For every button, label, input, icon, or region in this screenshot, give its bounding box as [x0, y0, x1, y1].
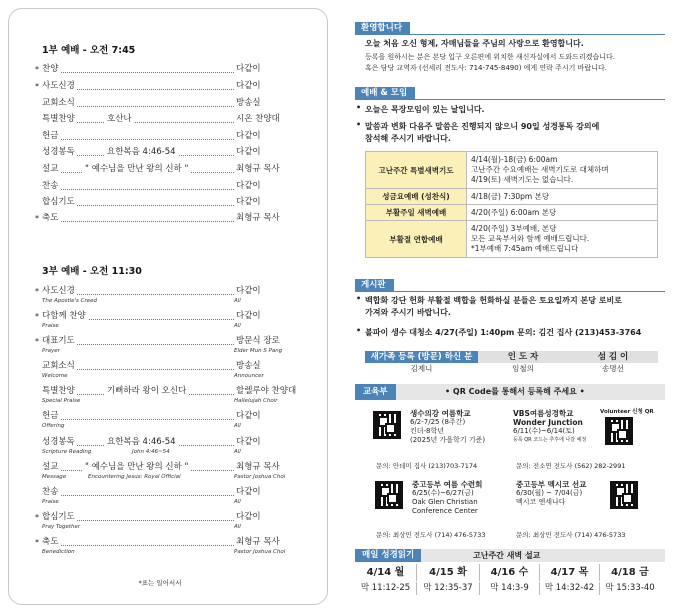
standing-mark: *	[35, 538, 39, 547]
schedule-table	[365, 151, 658, 258]
service-item-label: 특별찬양	[42, 114, 75, 124]
service-item-label: 찬송	[42, 181, 59, 191]
bible-day: 4/14 월	[355, 564, 417, 581]
service-item-leader: 시온 찬양대	[234, 113, 302, 126]
bullet-dot: •	[356, 120, 362, 129]
education-section-header	[355, 384, 665, 400]
visitor-server: 송명선	[602, 364, 624, 373]
schedule-row	[366, 152, 658, 189]
qr-code-icon[interactable]	[373, 411, 401, 439]
notice-bullet-2: 볼파이 생수 대청소 4/27(주일) 1:40pm 문의: 김건 집사 (213)453-3764	[365, 328, 642, 337]
program-summer-school: 생수의강 여름학교 6/2-7/25 (8주간) 킨더-8학년 (2025년 가을학기 기준)	[410, 409, 486, 444]
service-item-leader: 다같이	[234, 310, 302, 323]
service-item-leader: 최형규 목사	[234, 212, 302, 225]
service-item-detail: 요한복음 4:46-54	[104, 146, 179, 159]
service-item-detail: 요한복음 4:46-54	[104, 436, 179, 449]
service-item-row	[42, 146, 302, 159]
standing-mark: *	[35, 287, 39, 296]
service-item-label: 축도	[42, 213, 59, 223]
service-item-leader: 최형규 목사	[234, 461, 302, 474]
bible-days-row	[355, 564, 660, 581]
service-item-row	[42, 113, 302, 126]
welcome-line-1: 오늘 처음 오신 형제, 자매님들을 주님의 사랑으로 환영합니다.	[365, 39, 584, 48]
visitor-row	[365, 363, 658, 374]
notice-heading: 게시판	[355, 279, 394, 292]
service-item-label: 성경봉독	[42, 147, 75, 157]
service-item-label: 교회소식	[42, 361, 75, 371]
schedule-event: 부활절 연합예배	[366, 221, 467, 258]
service-item-leader: 다같이	[234, 80, 302, 93]
welcome-line-3: 혹은 담당 교역자 (선세리 전도사: 714-745-8490) 에게 연락 주시기 바랍니다.	[365, 64, 607, 72]
education-heading: 교육부	[355, 384, 396, 400]
bible-day: 4/15 화	[417, 564, 480, 581]
service-item-label: 설교	[42, 164, 59, 174]
bible-heading: 매일 성경읽기	[355, 549, 421, 562]
service-item-leader: 다같이	[234, 130, 302, 143]
service-3-title: 3부 예배 - 오전 11:30	[42, 266, 142, 277]
bullet-dot: •	[356, 103, 362, 112]
service-item-label: 성경봉독	[42, 437, 75, 447]
program-youth-retreat: 중고등부 여름 수련회 6/25(수)~6/27(금) Oak Glen Christian Conference Center	[412, 480, 483, 515]
service-item-leader: 방송실	[234, 360, 302, 373]
welcome-line-2: 등록을 원하시는 분은 본당 입구 오른편에 위치한 새신자실에서 도와드리겠습니다.	[365, 53, 615, 61]
schedule-detail: 4/20(주일) 6:00am 본당	[467, 205, 658, 221]
bible-section-header	[355, 549, 665, 562]
standing-footnote: *표는 일어서서	[138, 579, 182, 587]
visitor-guide: 임철의	[512, 364, 534, 373]
service-item-english: Message Encountering Jesus: Royal Official Pastor Joshua Choi	[42, 474, 286, 480]
qr-code-icon[interactable]	[605, 417, 633, 445]
service-item-row	[42, 180, 302, 193]
service-item-row	[42, 130, 302, 143]
service-item-english: Pray Together All	[42, 524, 241, 530]
service-item-row	[42, 196, 302, 209]
schedule-row	[366, 189, 658, 205]
service-item-leader: 방송실	[234, 97, 302, 110]
standing-mark: *	[35, 337, 39, 346]
welcome-heading: 환영합니다	[355, 22, 410, 35]
service-item-english: Special Praise Hallelujah Choir	[42, 398, 278, 404]
service-item-leader: 할렐루야 찬양대	[234, 385, 302, 398]
standing-mark: *	[35, 312, 39, 321]
service-item-label: 헌금	[42, 411, 59, 421]
schedule-detail: 4/20(주일) 3부예배, 본당 모든 교육부서와 함께 예배드립니다. *1부예배 7:45am 예배드립니다	[467, 221, 658, 258]
bullet-dot: •	[356, 326, 362, 335]
service-item-row	[42, 97, 302, 110]
worship-bullet-1: 오늘은 목장모임이 있는 날입니다.	[365, 105, 485, 114]
service-item-label: 헌금	[42, 131, 59, 141]
service-item-label: 사도신경	[42, 81, 75, 91]
service-item-detail: 호산나	[104, 113, 135, 126]
standing-mark: *	[35, 82, 39, 91]
bible-day: 4/16 수	[480, 564, 540, 581]
worship-bullet-2b: 참석해 주시기 바랍니다.	[365, 134, 451, 143]
service-item-leader: 다같이	[234, 511, 302, 524]
visitor-header-row	[365, 351, 658, 363]
service-item-english: Offering All	[42, 423, 241, 429]
service-item-label: 사도신경	[42, 286, 75, 296]
program-vbs: VBS여름성경학교 Wonder Junction 6/11(수)~6/14(토) 등록 QR 코드는 추후에 나갈 예정	[513, 409, 587, 443]
bible-reference: 막 14:32-42	[540, 582, 600, 595]
service-item-label: 찬송	[42, 487, 59, 497]
service-item-row	[35, 63, 302, 76]
service-item-leader: 다같이	[234, 410, 302, 423]
service-item-leader: 최형규 목사	[234, 536, 302, 549]
contact-mexico-mission: 문의: 최상민 전도사 (714) 476-5733	[516, 531, 626, 539]
volunteer-qr-label: Volunteer 신청 QR	[600, 409, 654, 415]
service-item-label: 교회소식	[42, 98, 75, 108]
program-mexico-mission: 중고등부 멕시코 선교 6/30(월) ~ 7/04(금) 멕시코 엔세나다	[516, 480, 587, 506]
service-item-english: Benediction Pastor Joshua Choi	[42, 549, 286, 555]
service-item-label: 축도	[42, 537, 59, 547]
service-item-label: 특별찬양	[42, 386, 75, 396]
service-item-leader: 다같이	[234, 146, 302, 159]
notice-bullet-1b: 가져와 주시기 바랍니다.	[365, 308, 451, 317]
bible-refs-row	[355, 582, 660, 595]
service-item-leader: 다같이	[234, 436, 302, 449]
bible-day: 4/17 목	[540, 564, 600, 581]
service-item-label: 찬양	[42, 64, 59, 74]
visitor-header-guide: 인 도 자	[478, 351, 568, 363]
service-item-row	[35, 80, 302, 93]
visitor-header-server: 섬 김 이	[568, 351, 658, 363]
contact-vbs: 문의: 전소연 전도사 (562) 282-2991	[516, 462, 626, 470]
service-item-leader: 최형규 목사	[234, 163, 302, 176]
schedule-row	[366, 205, 658, 221]
service-item-row	[42, 163, 302, 176]
contact-youth-retreat: 문의: 최상민 전도사 (714) 476-5733	[376, 531, 486, 539]
worship-bullet-2a: 말씀과 변화 다음주 말씀은 진행되지 않으니 90일 성경통독 강의에	[365, 122, 600, 131]
standing-mark: *	[35, 65, 39, 74]
worship-section-header	[355, 87, 665, 100]
bible-subtitle: 고난주간 새벽 설교	[473, 551, 541, 560]
service-item-leader: 다같이	[234, 285, 302, 298]
service-item-detail: " 예수님을 만난 왕의 신하 "	[82, 163, 191, 176]
service-item-english: Prayer Elder Mun S Pang	[42, 348, 283, 354]
bible-day: 4/18 금	[611, 567, 649, 578]
service-item-detail: 기뻐하라 왕이 오신다	[104, 385, 189, 398]
service-item-leader: 다같이	[234, 63, 302, 76]
schedule-detail: 4/14(월)-18(금) 6:00am 고난주간 수요예배는 새벽기도로 대체하며 4/19(토) 새벽기도는 없습니다.	[467, 152, 658, 189]
notice-bullet-1a: 백합화 강단 헌화 부활절 백합을 헌화하실 분들은 토요일까지 본당 로비로	[365, 296, 622, 305]
visitor-name: 김제니	[410, 364, 433, 373]
bullet-dot: •	[356, 294, 362, 303]
welcome-section-header	[355, 22, 665, 35]
schedule-row	[366, 221, 658, 258]
service-item-leader: 다같이	[234, 196, 302, 209]
service-item-english: Praise All	[42, 323, 241, 329]
service-item-english: Praise All	[42, 499, 241, 505]
schedule-event: 부활주일 새벽예배	[366, 205, 467, 221]
bible-reference: 막 11:12-25	[355, 582, 417, 595]
service-item-leader: 다같이	[234, 486, 302, 499]
service-item-english: Welcome Announcer	[42, 373, 264, 379]
bible-reference: 막 14:3-9	[480, 582, 540, 595]
service-item-label: 설교	[42, 462, 59, 472]
standing-mark: *	[35, 214, 39, 223]
service-item-detail: " 예수님을 만난 왕의 신하 "	[82, 461, 191, 474]
schedule-event: 성금요예배 (성찬식)	[366, 189, 467, 205]
schedule-event: 고난주간 특별새벽기도	[366, 152, 467, 189]
service-item-english: Scripture Reading John 4:46~54 All	[42, 449, 241, 455]
service-1-title: 1부 예배 - 오전 7:45	[42, 45, 136, 56]
service-item-label: 대표기도	[42, 336, 75, 346]
service-item-leader: 방문식 장로	[234, 335, 302, 348]
service-item-leader: 다같이	[234, 180, 302, 193]
visitor-header-new: 새가족 등록 (방문) 하신 분	[365, 351, 478, 363]
service-item-label: 합심기도	[42, 197, 75, 207]
service-item-english: The Apostle's Creed All	[42, 298, 241, 304]
worship-heading: 예배 & 모임	[355, 87, 415, 100]
service-item-row	[35, 212, 302, 225]
bible-reference: 막 15:33-40	[605, 583, 655, 593]
qr-code-icon[interactable]	[610, 481, 638, 509]
schedule-detail: 4/18(금) 7:30pm 본당	[467, 189, 658, 205]
notice-section-header	[355, 279, 665, 292]
standing-mark: *	[35, 513, 39, 522]
bible-reference: 막 12:35-37	[417, 582, 480, 595]
service-item-label: 다함께 찬양	[42, 311, 86, 321]
contact-summer-school: 문의: 안데미 집사 (213)703-7174	[376, 462, 478, 470]
education-note: • QR Code를 통해서 등록해 주세요 •	[445, 387, 585, 396]
service-item-label: 합심기도	[42, 512, 75, 522]
qr-code-icon[interactable]	[375, 481, 403, 509]
